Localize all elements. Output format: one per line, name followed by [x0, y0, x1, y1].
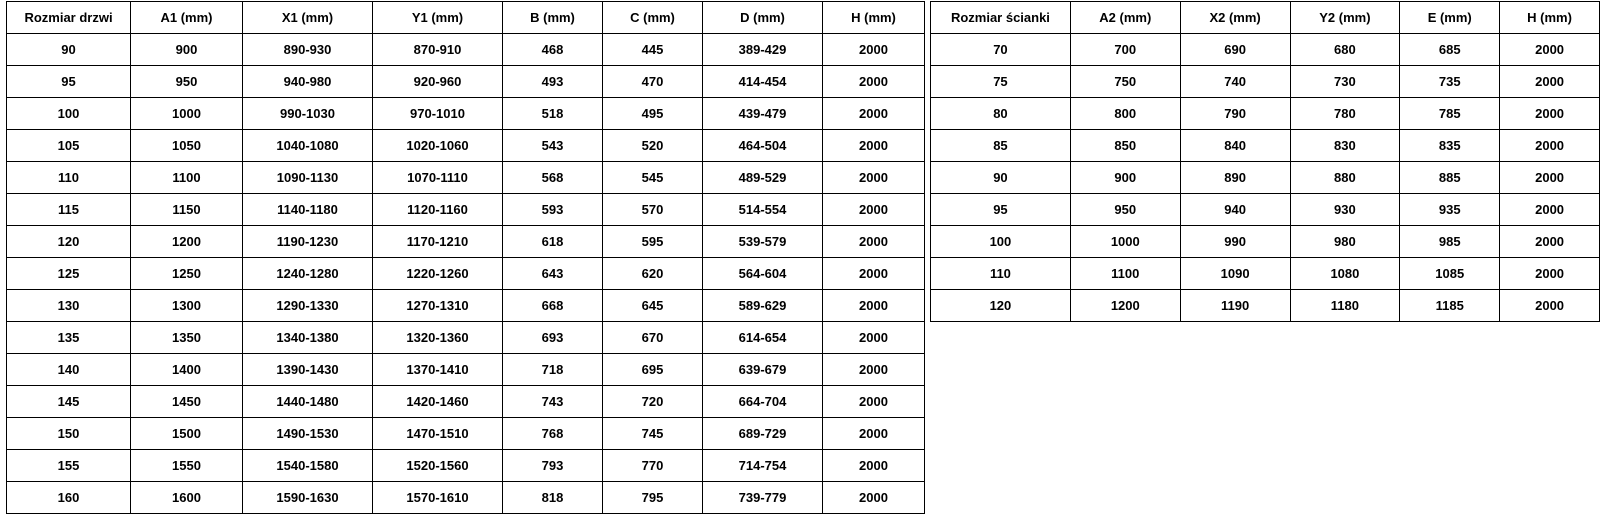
table-cell: 130	[7, 290, 131, 322]
table-cell: 110	[931, 258, 1071, 290]
table-row	[7, 34, 925, 66]
table-cell: 750	[1070, 66, 1180, 98]
table-cell: 439-479	[703, 98, 823, 130]
table-cell: 155	[7, 450, 131, 482]
column-header: A1 (mm)	[131, 2, 243, 34]
table-row	[7, 482, 925, 514]
table-cell: 970-1010	[373, 98, 503, 130]
table-cell: 693	[503, 322, 603, 354]
table-cell: 2000	[1500, 258, 1600, 290]
table-row	[7, 226, 925, 258]
table-row	[931, 66, 1600, 98]
table-row	[931, 130, 1600, 162]
column-header: Rozmiar drzwi	[7, 2, 131, 34]
table-cell: 2000	[823, 482, 925, 514]
walls-dimensions-table	[930, 1, 1600, 322]
table-cell: 1270-1310	[373, 290, 503, 322]
table-row	[931, 290, 1600, 322]
table-cell: 2000	[823, 226, 925, 258]
table-cell: 1550	[131, 450, 243, 482]
table-cell: 100	[7, 98, 131, 130]
table-cell: 2000	[1500, 130, 1600, 162]
column-header: C (mm)	[603, 2, 703, 34]
table-cell: 90	[931, 162, 1071, 194]
column-header: H (mm)	[1500, 2, 1600, 34]
table-cell: 670	[603, 322, 703, 354]
table-row	[7, 354, 925, 386]
table-cell: 493	[503, 66, 603, 98]
table-row	[931, 226, 1600, 258]
column-header: X1 (mm)	[243, 2, 373, 34]
table-cell: 1390-1430	[243, 354, 373, 386]
doors-table-container	[6, 1, 925, 514]
table-cell: 880	[1290, 162, 1400, 194]
table-cell: 1370-1410	[373, 354, 503, 386]
table-cell: 950	[1070, 194, 1180, 226]
table-cell: 745	[603, 418, 703, 450]
table-cell: 785	[1400, 98, 1500, 130]
table-cell: 470	[603, 66, 703, 98]
table-cell: 1240-1280	[243, 258, 373, 290]
table-cell: 1420-1460	[373, 386, 503, 418]
table-cell: 414-454	[703, 66, 823, 98]
table-cell: 835	[1400, 130, 1500, 162]
table-cell: 140	[7, 354, 131, 386]
table-cell: 2000	[823, 354, 925, 386]
table-cell: 2000	[823, 450, 925, 482]
table-cell: 1520-1560	[373, 450, 503, 482]
column-header: Y2 (mm)	[1290, 2, 1400, 34]
table-cell: 1085	[1400, 258, 1500, 290]
table-cell: 890-930	[243, 34, 373, 66]
table-cell: 1140-1180	[243, 194, 373, 226]
table-cell: 95	[7, 66, 131, 98]
table-cell: 1300	[131, 290, 243, 322]
table-cell: 545	[603, 162, 703, 194]
table-cell: 70	[931, 34, 1071, 66]
column-header: X2 (mm)	[1180, 2, 1290, 34]
table-cell: 680	[1290, 34, 1400, 66]
table-cell: 668	[503, 290, 603, 322]
table-cell: 1500	[131, 418, 243, 450]
table-row	[7, 162, 925, 194]
table-cell: 990	[1180, 226, 1290, 258]
column-header: B (mm)	[503, 2, 603, 34]
table-cell: 990-1030	[243, 98, 373, 130]
table-row	[7, 418, 925, 450]
table-cell: 1290-1330	[243, 290, 373, 322]
table-cell: 539-579	[703, 226, 823, 258]
table-cell: 120	[7, 226, 131, 258]
table-cell: 618	[503, 226, 603, 258]
table-cell: 1070-1110	[373, 162, 503, 194]
table-cell: 695	[603, 354, 703, 386]
table-cell: 2000	[823, 34, 925, 66]
table-cell: 1120-1160	[373, 194, 503, 226]
table-cell: 1080	[1290, 258, 1400, 290]
table-cell: 80	[931, 98, 1071, 130]
table-cell: 920-960	[373, 66, 503, 98]
table-cell: 2000	[823, 386, 925, 418]
table-cell: 1400	[131, 354, 243, 386]
table-cell: 643	[503, 258, 603, 290]
table-cell: 75	[931, 66, 1071, 98]
table-cell: 1000	[1070, 226, 1180, 258]
table-cell: 125	[7, 258, 131, 290]
table-cell: 595	[603, 226, 703, 258]
table-row	[931, 34, 1600, 66]
table-cell: 1200	[1070, 290, 1180, 322]
table-cell: 468	[503, 34, 603, 66]
table-row	[7, 322, 925, 354]
doors-dimensions-table	[6, 1, 925, 514]
table-row	[931, 258, 1600, 290]
table-header-row	[7, 2, 925, 34]
table-cell: 2000	[823, 418, 925, 450]
table-cell: 543	[503, 130, 603, 162]
table-cell: 1150	[131, 194, 243, 226]
table-cell: 870-910	[373, 34, 503, 66]
table-cell: 780	[1290, 98, 1400, 130]
table-cell: 1050	[131, 130, 243, 162]
table-cell: 2000	[823, 194, 925, 226]
walls-table-body	[931, 34, 1600, 322]
table-cell: 120	[931, 290, 1071, 322]
table-cell: 1490-1530	[243, 418, 373, 450]
table-cell: 900	[1070, 162, 1180, 194]
table-cell: 890	[1180, 162, 1290, 194]
table-cell: 1600	[131, 482, 243, 514]
table-cell: 464-504	[703, 130, 823, 162]
table-cell: 389-429	[703, 34, 823, 66]
walls-table-header	[931, 2, 1600, 34]
table-row	[7, 194, 925, 226]
table-cell: 1100	[131, 162, 243, 194]
table-cell: 1000	[131, 98, 243, 130]
table-row	[931, 194, 1600, 226]
table-cell: 2000	[823, 258, 925, 290]
table-row	[931, 98, 1600, 130]
table-cell: 720	[603, 386, 703, 418]
table-cell: 818	[503, 482, 603, 514]
table-cell: 445	[603, 34, 703, 66]
table-cell: 1090-1130	[243, 162, 373, 194]
table-cell: 2000	[823, 98, 925, 130]
table-cell: 1090	[1180, 258, 1290, 290]
table-cell: 1470-1510	[373, 418, 503, 450]
table-cell: 1200	[131, 226, 243, 258]
table-cell: 689-729	[703, 418, 823, 450]
table-cell: 2000	[1500, 226, 1600, 258]
table-cell: 735	[1400, 66, 1500, 98]
table-cell: 685	[1400, 34, 1500, 66]
table-cell: 793	[503, 450, 603, 482]
table-cell: 1180	[1290, 290, 1400, 322]
table-row	[7, 66, 925, 98]
table-cell: 935	[1400, 194, 1500, 226]
table-cell: 1350	[131, 322, 243, 354]
table-cell: 664-704	[703, 386, 823, 418]
table-cell: 593	[503, 194, 603, 226]
column-header: D (mm)	[703, 2, 823, 34]
column-header: H (mm)	[823, 2, 925, 34]
table-cell: 100	[931, 226, 1071, 258]
table-row	[7, 98, 925, 130]
table-cell: 2000	[1500, 194, 1600, 226]
table-cell: 1170-1210	[373, 226, 503, 258]
table-cell: 2000	[1500, 162, 1600, 194]
table-cell: 740	[1180, 66, 1290, 98]
table-cell: 620	[603, 258, 703, 290]
table-cell: 730	[1290, 66, 1400, 98]
table-cell: 110	[7, 162, 131, 194]
table-cell: 645	[603, 290, 703, 322]
table-cell: 568	[503, 162, 603, 194]
table-cell: 145	[7, 386, 131, 418]
table-cell: 1040-1080	[243, 130, 373, 162]
table-cell: 800	[1070, 98, 1180, 130]
table-cell: 2000	[823, 290, 925, 322]
table-cell: 518	[503, 98, 603, 130]
table-cell: 770	[603, 450, 703, 482]
table-cell: 1250	[131, 258, 243, 290]
table-cell: 589-629	[703, 290, 823, 322]
table-cell: 639-679	[703, 354, 823, 386]
table-cell: 718	[503, 354, 603, 386]
table-cell: 1020-1060	[373, 130, 503, 162]
table-cell: 2000	[823, 322, 925, 354]
table-cell: 985	[1400, 226, 1500, 258]
table-cell: 95	[931, 194, 1071, 226]
table-cell: 900	[131, 34, 243, 66]
table-cell: 570	[603, 194, 703, 226]
table-cell: 1440-1480	[243, 386, 373, 418]
table-cell: 1570-1610	[373, 482, 503, 514]
table-cell: 743	[503, 386, 603, 418]
table-row	[7, 130, 925, 162]
table-row	[7, 290, 925, 322]
table-cell: 980	[1290, 226, 1400, 258]
table-cell: 830	[1290, 130, 1400, 162]
table-row	[931, 162, 1600, 194]
table-cell: 1190-1230	[243, 226, 373, 258]
table-header-row	[931, 2, 1600, 34]
table-cell: 2000	[1500, 66, 1600, 98]
table-cell: 950	[131, 66, 243, 98]
table-cell: 850	[1070, 130, 1180, 162]
table-cell: 1450	[131, 386, 243, 418]
column-header: E (mm)	[1400, 2, 1500, 34]
table-cell: 489-529	[703, 162, 823, 194]
table-cell: 1340-1380	[243, 322, 373, 354]
table-cell: 495	[603, 98, 703, 130]
walls-table-container	[930, 1, 1600, 322]
table-row	[7, 258, 925, 290]
table-cell: 2000	[823, 162, 925, 194]
column-header: Y1 (mm)	[373, 2, 503, 34]
table-cell: 514-554	[703, 194, 823, 226]
table-cell: 1320-1360	[373, 322, 503, 354]
table-cell: 930	[1290, 194, 1400, 226]
table-row	[7, 450, 925, 482]
table-cell: 790	[1180, 98, 1290, 130]
table-cell: 2000	[823, 66, 925, 98]
table-cell: 90	[7, 34, 131, 66]
table-cell: 135	[7, 322, 131, 354]
table-cell: 614-654	[703, 322, 823, 354]
table-cell: 2000	[1500, 290, 1600, 322]
table-cell: 714-754	[703, 450, 823, 482]
table-cell: 1220-1260	[373, 258, 503, 290]
table-cell: 2000	[1500, 98, 1600, 130]
table-cell: 1100	[1070, 258, 1180, 290]
table-cell: 768	[503, 418, 603, 450]
table-cell: 160	[7, 482, 131, 514]
table-cell: 885	[1400, 162, 1500, 194]
table-cell: 795	[603, 482, 703, 514]
table-cell: 150	[7, 418, 131, 450]
table-cell: 1540-1580	[243, 450, 373, 482]
table-cell: 690	[1180, 34, 1290, 66]
column-header: A2 (mm)	[1070, 2, 1180, 34]
table-cell: 739-779	[703, 482, 823, 514]
table-cell: 115	[7, 194, 131, 226]
doors-table-body	[7, 34, 925, 514]
table-row	[7, 386, 925, 418]
table-cell: 840	[1180, 130, 1290, 162]
table-cell: 1590-1630	[243, 482, 373, 514]
table-cell: 940	[1180, 194, 1290, 226]
table-cell: 520	[603, 130, 703, 162]
table-cell: 105	[7, 130, 131, 162]
table-cell: 2000	[1500, 34, 1600, 66]
table-cell: 2000	[823, 130, 925, 162]
table-cell: 564-604	[703, 258, 823, 290]
table-cell: 1185	[1400, 290, 1500, 322]
table-cell: 700	[1070, 34, 1180, 66]
table-cell: 1190	[1180, 290, 1290, 322]
doors-table-header	[7, 2, 925, 34]
column-header: Rozmiar ścianki	[931, 2, 1071, 34]
table-cell: 85	[931, 130, 1071, 162]
table-cell: 940-980	[243, 66, 373, 98]
